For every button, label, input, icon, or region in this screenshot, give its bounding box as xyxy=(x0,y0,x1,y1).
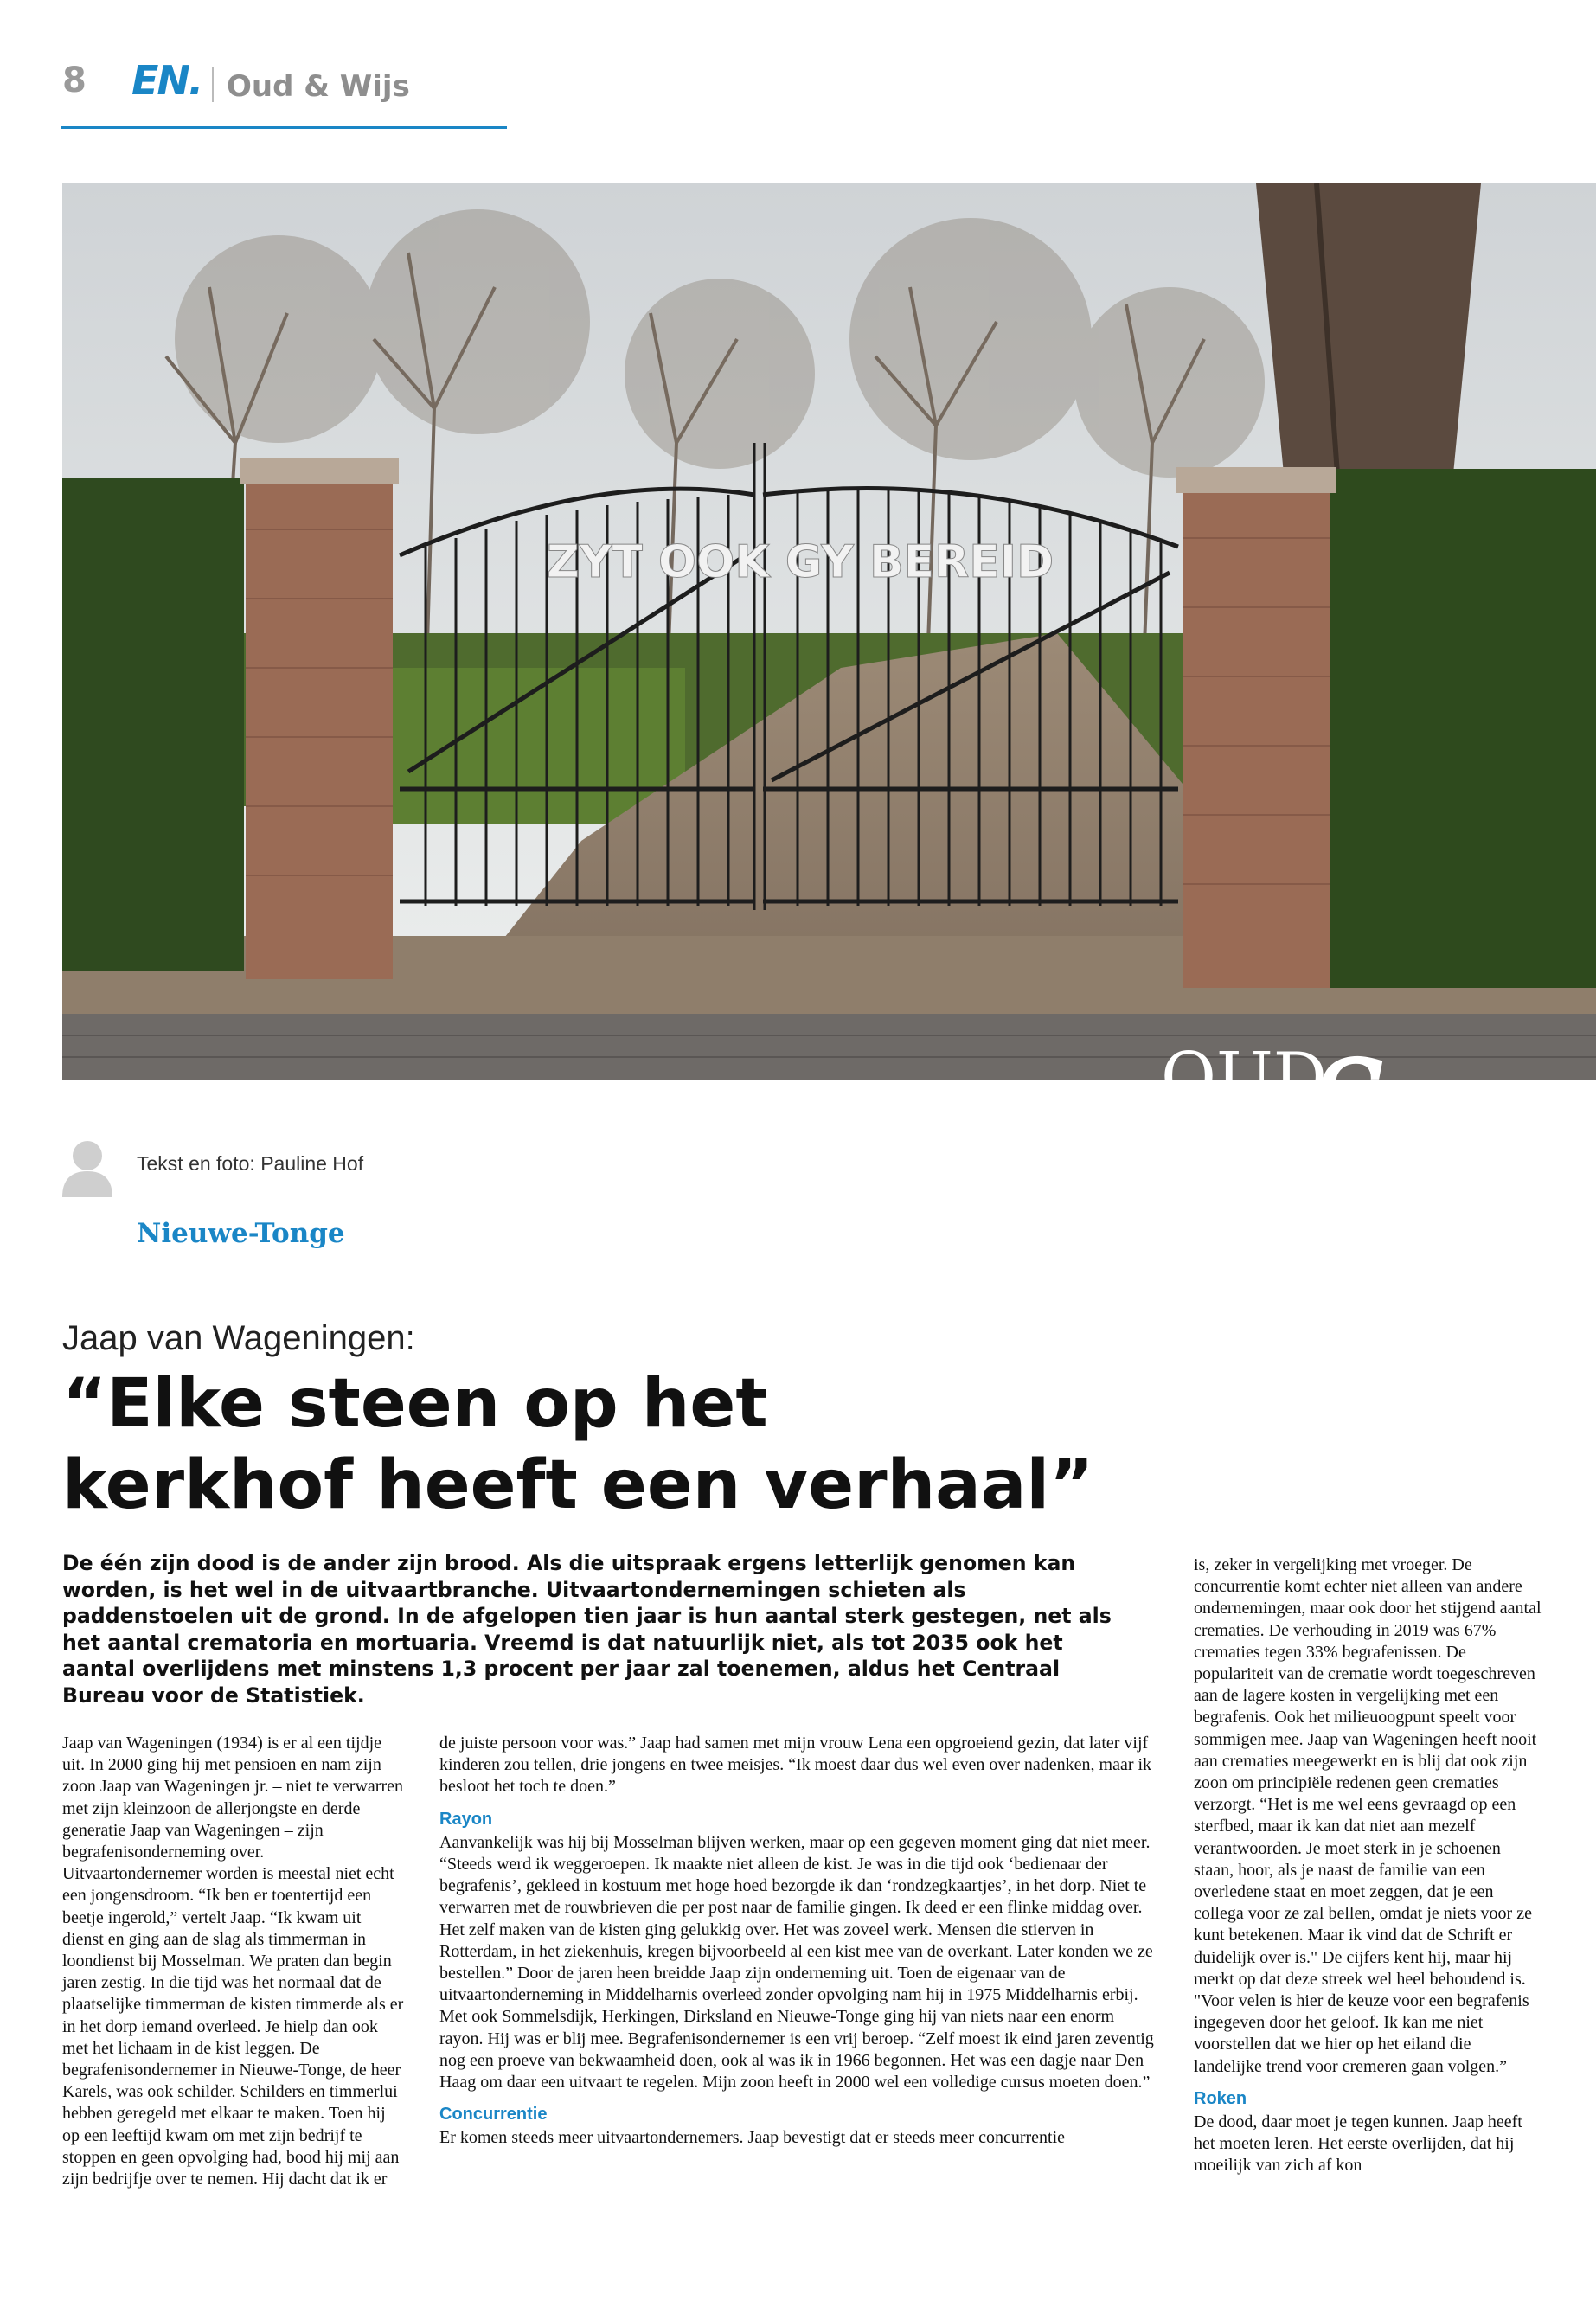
headline-line-1: “Elke steen op het xyxy=(62,1365,768,1443)
author-avatar-icon xyxy=(62,1138,112,1197)
article-column-3 xyxy=(1194,1554,1542,2177)
logo-word-wijs: WIJS xyxy=(1377,1112,1534,1184)
logo-ampersand: & xyxy=(1291,1029,1422,1201)
gate-lettering: ZYT OOK GY BEREID xyxy=(547,536,1054,588)
header-divider xyxy=(212,67,214,102)
paragraph: de juiste persoon voor was.” Jaap had samen met mijn vrouw Lena een opgroeiend gezin, dat later vijf kinderen zou tellen, drie jongens en twee meisjes. “Ik moest daar dus wel even over nadenken, maar ik besloot het toch te doen.” xyxy=(439,1734,1152,1797)
article-column-2 xyxy=(439,1733,1162,2150)
location-label: Nieuwe-Tonge xyxy=(137,1218,345,1249)
paragraph: De dood, daar moet je tegen kunnen. Jaap heeft het moeten leren. Het eerste overlijden, dat hij moeilijk van zich af kon xyxy=(1194,2112,1522,2176)
author-credit: Tekst en foto: Pauline Hof xyxy=(137,1152,364,1175)
header-rule xyxy=(61,126,507,129)
subheading-concurrentie: Concurrentie xyxy=(439,2105,548,2125)
logo-word-oud: OUD xyxy=(1161,1039,1328,1117)
subheading-roken: Roken xyxy=(1194,2088,1247,2108)
article-intro: De één zijn dood is de ander zijn brood. Als die uitspraak ergens letterlijk genomen kan worden, is het wel in de uitvaartbranche. Uitvaartondernemingen schieten als paddenstoelen uit de grond. In de afgelopen tien jaar is hun aantal sterk gestegen, net als het aantal crematoria en mortuaria. Vreemd is dat natuurlijk niet, als tot 2035 ook het aantal overlijdens met minstens 1,3 procent per jaar zal toenemen, aldus het Centraal Bureau voor de Statistiek. xyxy=(62,1551,1112,1708)
paragraph: Er komen steeds meer uitvaartondernemers. Jaap bevestigt dat er steeds meer concurrentie xyxy=(439,2128,1066,2148)
brand-logo: EN. xyxy=(131,57,202,104)
article-headline xyxy=(62,1363,1100,1526)
article-kicker: Jaap van Wageningen: xyxy=(62,1319,415,1357)
article-column-1 xyxy=(62,1733,404,2190)
section-title: Oud & Wijs xyxy=(227,69,410,104)
page-number: 8 xyxy=(62,61,87,100)
headline-line-2: kerkhof heeft een verhaal” xyxy=(62,1446,1094,1524)
subheading-rayon: Rayon xyxy=(439,1809,493,1829)
oud-wijs-logo xyxy=(1161,1027,1576,1200)
paragraph: Aanvankelijk was hij bij Mosselman blijven werken, maar op een gegeven moment ging dat niet meer. “Steeds werd ik weggeroepen. Ik maakte niet alleen de kist. Je was in die tijd ook ‘bedienaar der begrafenis’, gekleed in kostuum met hoge hoed bezorgde ik dan ‘rondzegkaartjes’, in het dorp. Niet te verwarren met de rouwbrieven die per post naar de familie gingen. Ik deed er een flinke middag over. Het zelf maken van de kisten ging gelukkig over. Het was zoveel werk. Mensen die stierven in Rotterdam, in het ziekenhuis, kregen bijvoorbeeld al een kist mee van de overkant. Later konden we ze bestellen.” Door de jaren heen breidde Jaap zijn onderneming uit. Toen de eigenaar van de uitvaartonderneming in Middelharnis overleed zonder opvolging nam hij in 1975 Middelharnis erbij. Met ook Sommelsdijk, Herkingen, Dirksland en Nieuwe-Tonge ging hij van niets naar een enorm rayon. Hij was er blij mee. Begrafenisondernemer is een vrij beroep. “Zelf moest ik eind jaren zeventig nog een proeve van bekwaamheid doen, ook al was ik in 1966 begonnen. Het was een dagje naar Den Haag om daar een uitvaart te regelen. Mijn zoon heeft in 2000 wel een volledige cursus moeten doen.” xyxy=(439,1832,1154,2093)
paragraph: is, zeker in vergelijking met vroeger. De concurrentie komt echter niet alleen van andere ondernemingen, maar ook door het stijgend aantal crematies. De verhouding in 2019 was 67% crematies tegen 33% begrafenissen. De populariteit van de crematie wordt toegeschreven aan de lagere kosten in vergelijking met een begrafenis. Ook het milieuoogpunt speelt voor sommigen mee. Jaap van Wageningen heeft nooit aan crematies meegewerkt en is blij dat ook zijn zoon om principiële redenen geen crematies verzorgt. “Het is me wel eens gevraagd op een sterfbed, maar ik kan dat niet aan mezelf verantwoorden. Je moet sterk in je schoenen staan, hoor, als je naast de familie van een overledene staat en moet zeggen, dat je een collega voor ze zal bellen, omdat je niets voor ze kunt betekenen. Maar ik vind dat de Schrift er duidelijk over is." De cijfers kent hij, maar hij merkt op dat deze streek wel heel behoudend is. "Voor velen is hier de keuze voor een begrafenis ingegeven door het geloof. Ik kan me niet voorstellen dat we hier op het eiland die landelijke trend voor cremeren gaan volgen.” xyxy=(1194,1555,1542,2076)
paragraph: Jaap van Wageningen (1934) is er al een tijdje uit. In 2000 ging hij met pensioen en nam zijn zoon Jaap van Wageningen jr. – niet te verwarren met zijn kleinzoon de allerjongste en derde generatie Jaap van Wageningen – zijn begrafenisonderneming over. Uitvaartondernemer worden is meestal niet echt een jongensdroom. “Ik ben er toentertijd een beetje ingerold,” vertelt Jaap. “Ik kwam uit dienst en ging aan de slag als timmerman in loondienst bij Mosselman. We praten dan begin jaren zestig. In die tijd was het normaal dat de plaatselijke timmerman de kisten timmerde als er in het dorp iemand overleed. Je hielp dan ook met het lichaam in de kist leggen. De begrafenisondernemer in Nieuwe-Tonge, de heer Karels, was ook schilder. Schilders en timmerlui hebben geregeld met elkaar te maken. Toen hij op een leeftijd kwam om met zijn bedrijf te stoppen en geen opvolging had, bood hij mij aan zijn bedrijfje over te nemen. Hij dacht dat ik er xyxy=(62,1734,404,2189)
